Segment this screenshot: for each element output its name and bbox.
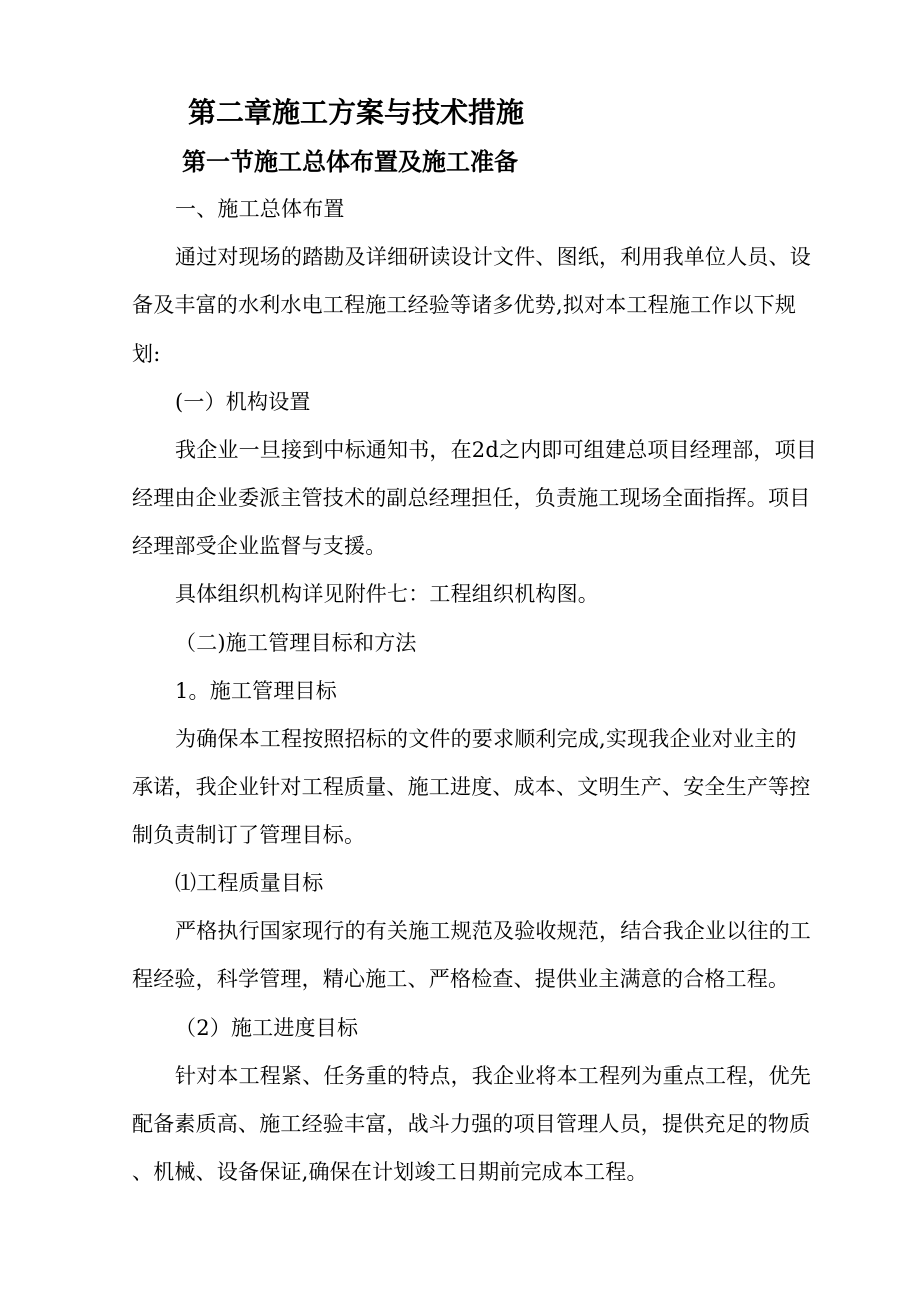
section-title: 第一节施工总体布置及施工准备 xyxy=(182,147,518,176)
paragraph-line: 具体组织机构详见附件七：工程组织机构图。 xyxy=(175,582,599,606)
paragraph-line: 经理部受企业监督与支援。 xyxy=(132,534,387,558)
chapter-title: 第二章施工方案与技术措施 xyxy=(188,96,525,129)
heading-schedule-goal: （2）施工进度目标 xyxy=(175,1016,359,1040)
heading-management-goals: （二)施工管理目标和方法 xyxy=(175,631,417,655)
heading-organization: (一）机构设置 xyxy=(175,390,311,414)
paragraph-line: 程经验，科学管理，精心施工、严格检查、提供业主满意的合格工程。 xyxy=(132,967,790,991)
heading-goals: 1。施工管理目标 xyxy=(175,679,337,703)
paragraph-line: 针对本工程紧、任务重的特点，我企业将本工程列为重点工程，优先 xyxy=(175,1064,811,1088)
heading-quality-goal: ⑴工程质量目标 xyxy=(175,871,324,895)
paragraph-line: 承诺，我企业针对工程质量、施工进度、成本、文明生产、安全生产等控 xyxy=(132,775,811,799)
paragraph-line: 严格执行国家现行的有关施工规范及验收规范，结合我企业以往的工 xyxy=(175,919,811,943)
paragraph-line: 通过对现场的踏勘及详细研读设计文件、图纸，利用我单位人员、设 xyxy=(175,245,811,269)
paragraph-line: 、机械、设备保证,确保在计划竣工日期前完成本工程。 xyxy=(132,1160,648,1184)
heading-overall-layout: 一、施工总体布置 xyxy=(175,197,345,221)
paragraph-line: 划: xyxy=(132,342,161,366)
paragraph-line: 为确保本工程按照招标的文件的要求顺利完成,实现我企业对业主的 xyxy=(175,727,797,751)
paragraph-line: 经理由企业委派主管技术的副总经理担任，负责施工现场全面指挥。项目 xyxy=(132,486,811,510)
paragraph-line: 备及丰富的水利水电工程施工经验等诸多优势,拟对本工程施工作以下规 xyxy=(132,293,797,317)
paragraph-line: 制负责制订了管理目标。 xyxy=(132,823,366,847)
paragraph-line: 配备素质高、施工经验丰富，战斗力强的项目管理人员，提供充足的物质 xyxy=(132,1112,811,1136)
paragraph-line: 我企业一旦接到中标通知书，在2d之内即可组建总项目经理部，项目 xyxy=(175,438,818,462)
